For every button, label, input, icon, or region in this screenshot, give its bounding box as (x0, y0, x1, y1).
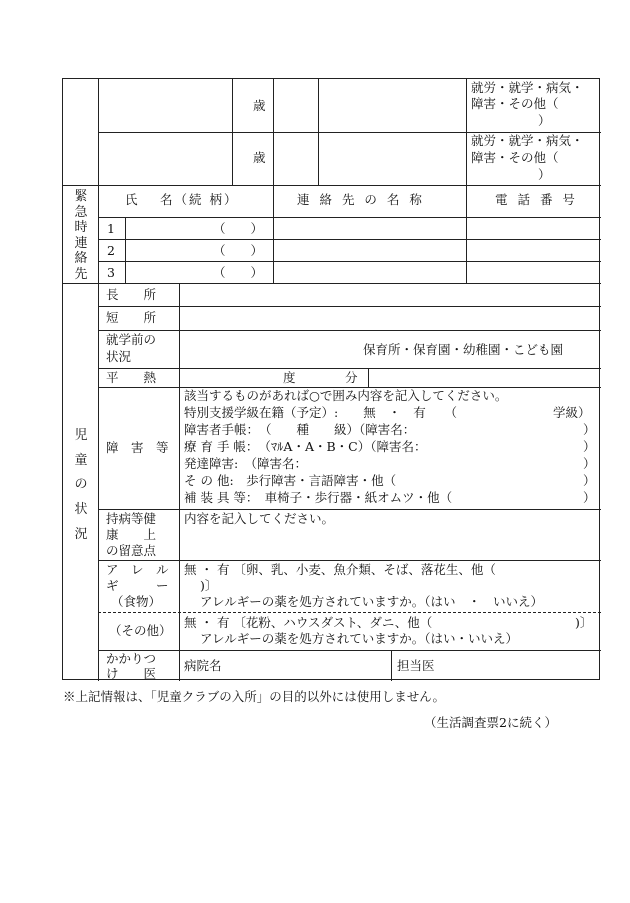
doctor-label: かかりつ (106, 651, 157, 666)
header-contact: 連 絡 先 の 名 称 (297, 192, 425, 207)
health-instruction: 内容を記入してください。 (184, 511, 335, 526)
temperature-unit-minute: 分 (345, 370, 358, 385)
allergy-food-label: （食物） (111, 594, 162, 609)
contact-row-relation: （ ） (213, 221, 264, 236)
age-unit: 歳 (253, 150, 266, 165)
status-line-2: 障害・その他（ (471, 150, 559, 165)
status-line-3: ） (538, 113, 551, 128)
disability-label: 障 害 等 (106, 440, 169, 455)
health-label: 持病等健 (106, 511, 157, 526)
allergy-food-line: )〕 (200, 578, 218, 593)
form-table: 歳 就労・就学・病気・ 障害・その他（ ） 歳 就労・就学・病気・ 障害・その他（ ） 緊 急 時 連 絡 先 氏 名（続 柄） 連 絡 先 の 名 称 電 話 番 号 1 （ ） 2 （ ） 3 （ ） 児 童 の 状 況 長 所 短 所 就学前の 状況 保育所・保育園・幼稚園・こども園 平 熱 度 分 障 害 等 該当するものがあれば○で囲み内容を記入してください。 特別支援学級在籍（予定）: 無 ・ 有 （ 学級） 障害者手帳： （ 種 級）（障害名： ） 療 育 手 帳： （ﾏﾙA・A・B・C）（障害名： ） 発達障害: （障害名： ） そ の 他: 歩行障害・言語障害・他（ ） 補 装 具 等： 車椅子・歩行器・紙オムツ・他（ ） 持病等健 康 上 の留意点 内容を記入してください。 ア レ ル ギ ー （食物） 無 ・ 有 〔卵、乳、小麦、魚介類、そば、落花生、他（ )〕 アレルギーの薬を処方されていますか。（はい ・ いいえ） （その他） 無 ・ 有 〔花粉、ハウスダスト、ダニ、他（ )〕 アレルギーの薬を処方されていますか。（はい・いいえ） かかりつ け 医 病院名 担当医 (62, 78, 600, 680)
header-phone: 電 話 番 号 (495, 192, 578, 207)
physician-label: 担当医 (397, 658, 435, 673)
preschool-label: 就学前の (106, 332, 157, 347)
allergy-food-line: 無 ・ 有 〔卵、乳、小麦、魚介類、そば、落花生、他（ (184, 562, 496, 577)
temperature-label: 平 熱 (106, 370, 157, 385)
allergy-food-medicine: アレルギーの薬を処方されていますか。（はい ・ いいえ） (200, 594, 543, 609)
allergy-other-line-end: )〕 (575, 615, 593, 630)
age-unit: 歳 (253, 98, 266, 113)
emergency-section-label: 緊 急 時 連 絡 先 (74, 189, 88, 282)
weakness-label: 短 所 (106, 310, 157, 325)
status-line-1: 就労・就学・病気・ (471, 80, 584, 95)
hospital-label: 病院名 (184, 658, 222, 673)
allergy-food-label: ギ ー (106, 578, 169, 593)
contact-row-number: 2 (107, 243, 115, 258)
allergy-other-label: （その他） (109, 623, 172, 638)
continue-note: （生活調査票2に続く） (424, 715, 557, 730)
health-label: 康 上 (106, 527, 157, 542)
header-name: 氏 名（続 柄） (125, 192, 239, 207)
contact-row-number: 3 (107, 265, 115, 280)
health-label: の留意点 (106, 543, 157, 558)
status-line-2: 障害・その他（ (471, 96, 559, 111)
allergy-other-medicine: アレルギーの薬を処方されていますか。（はい・いいえ） (200, 631, 518, 646)
contact-row-number: 1 (107, 221, 115, 236)
child-section-label: 児 童 の 状 況 (74, 428, 88, 542)
preschool-label: 状況 (106, 349, 132, 364)
allergy-other-line: 無 ・ 有 〔花粉、ハウスダスト、ダニ、他（ (184, 615, 433, 630)
contact-row-relation: （ ） (213, 265, 264, 280)
footnote: ※上記情報は、「児童クラブの入所」の目的以外には使用しません。 (63, 689, 446, 704)
status-line-3: ） (538, 167, 551, 182)
doctor-label: け 医 (106, 666, 157, 681)
preschool-options: 保育所・保育園・幼稚園・こども園 (363, 342, 564, 357)
status-line-1: 就労・就学・病気・ (471, 133, 584, 148)
contact-row-relation: （ ） (213, 243, 264, 258)
allergy-food-label: ア レ ル (106, 562, 169, 577)
temperature-unit-degree: 度 (283, 370, 296, 385)
strength-label: 長 所 (106, 287, 157, 302)
